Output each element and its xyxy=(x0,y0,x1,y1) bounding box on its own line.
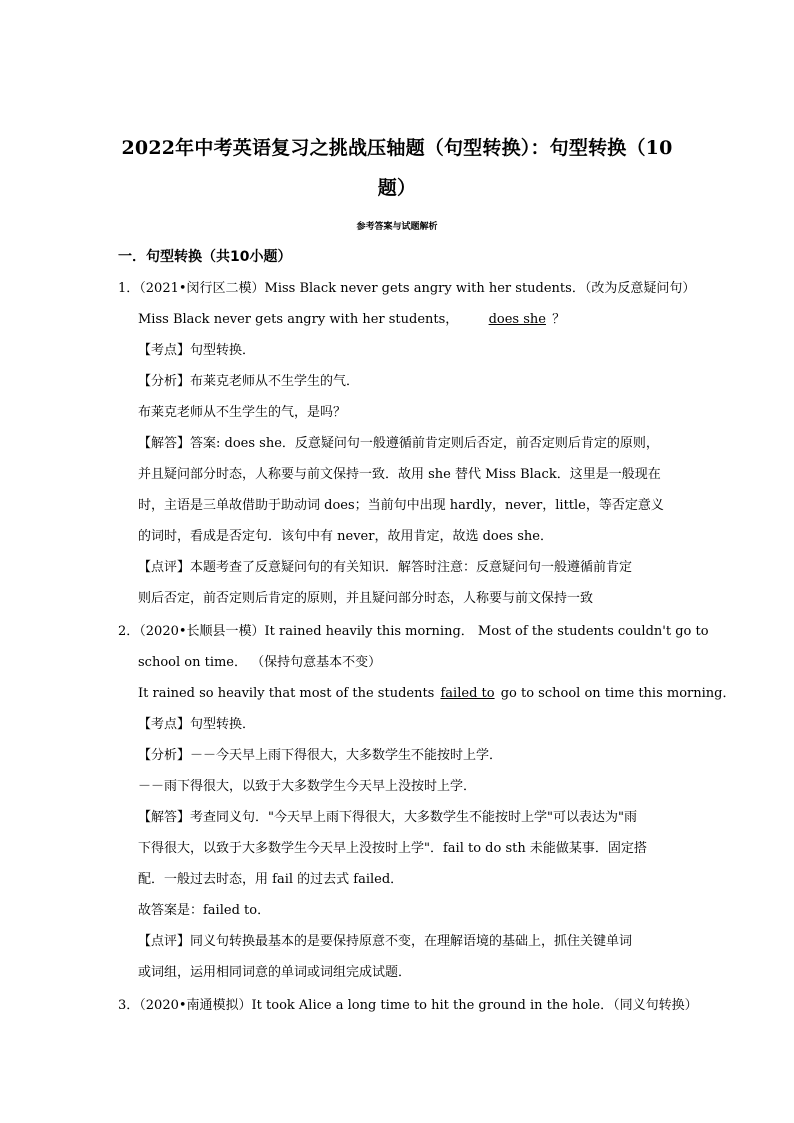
document-subtitle: 参考答案与试题解析 xyxy=(356,222,438,232)
answer-blank: failed to xyxy=(440,686,495,701)
q1-fenxi-1: 【分析】布莱克老师从不生学生的气． xyxy=(138,374,360,389)
q1-jieda-1: 【解答】答案: does she．反意疑问句一般遵循前肯定则后否定，前否定则后肯定的原则， xyxy=(138,436,659,451)
q1-dianping-2: 则后否定，前否定则后肯定的原则，并且疑问部分时态，人称要与前文保持一致 xyxy=(138,591,594,606)
question-1-answer-line xyxy=(138,310,565,330)
answer-prefix: It rained so heavily that most of the students xyxy=(138,686,435,701)
q2-kaodian: 【考点】句型转换． xyxy=(138,717,256,732)
q2-jieda-2: 下得很大，以致于大多数学生今天早上没按时上学"．fail to do sth 未能做某事．固定搭 xyxy=(138,841,647,856)
q1-kaodian: 【考点】句型转换． xyxy=(138,343,256,358)
q2-dianping-1: 【点评】同义句转换最基本的是要保持原意不变，在理解语境的基础上，抓住关键单词 xyxy=(138,934,633,949)
title-line-2: 题） xyxy=(377,177,417,199)
q1-jieda-2: 并且疑问部分时态，人称要与前文保持一致．故用 she 替代 Miss Black．这里是一般现在 xyxy=(138,467,661,482)
question-1-stem: 1．（2021•闵行区二模）Miss Black never gets angry with her students．（改为反意疑问句） xyxy=(118,281,696,296)
q2-jieda-3: 配．一般过去时态，用 fail 的过去式 failed． xyxy=(138,872,404,887)
question-2-answer-line xyxy=(138,684,735,704)
answer-prefix: Miss Black never gets angry with her students， xyxy=(138,312,459,327)
q2-jieda-4: 故答案是：failed to． xyxy=(138,903,271,918)
q2-fenxi-2: －－雨下得很大，以致于大多数学生今天早上没按时上学． xyxy=(138,779,477,794)
q2-dianping-2: 或词组，运用相同词意的单词或词组完成试题． xyxy=(138,965,412,980)
q1-jieda-4: 的词时，看成是否定句．该句中有 never，故用肯定，故选 does she． xyxy=(138,529,553,544)
question-2-stem-line-2: school on time． （保持句意基本不变） xyxy=(138,655,382,670)
q2-jieda-1: 【解答】考查同义句．"今天早上雨下得很大，大多数学生不能按时上学"可以表达为"雨 xyxy=(138,810,637,825)
q1-dianping-1: 【点评】本题考查了反意疑问句的有关知识．解答时注意：反意疑问句一般遵循前肯定 xyxy=(138,560,633,575)
q1-fenxi-2: 布莱克老师从不生学生的气，是吗？ xyxy=(138,405,347,420)
answer-suffix: go to school on time this morning． xyxy=(500,686,736,701)
question-2-stem-line-1: 2．（2020•长顺县一模）It rained heavily this morning． Most of the students couldn't go to xyxy=(118,624,709,639)
q2-fenxi-1: 【分析】－－今天早上雨下得很大，大多数学生不能按时上学． xyxy=(138,748,503,763)
document-title xyxy=(110,128,684,208)
answer-blank: does she xyxy=(488,312,546,327)
title-line-1: 2022年中考英语复习之挑战压轴题（句型转换）：句型转换（10 xyxy=(121,137,673,159)
question-3-stem: 3．（2020•南通模拟）It took Alice a long time to hit the ground in the hole．（同义句转换） xyxy=(118,998,698,1013)
answer-suffix: ？ xyxy=(552,312,566,327)
section-heading: 一．句型转换（共10小题） xyxy=(118,249,292,265)
q1-jieda-3: 时，主语是三单故借助于助动词 does；当前句中出现 hardly，never，little，等否定意义 xyxy=(138,498,664,513)
